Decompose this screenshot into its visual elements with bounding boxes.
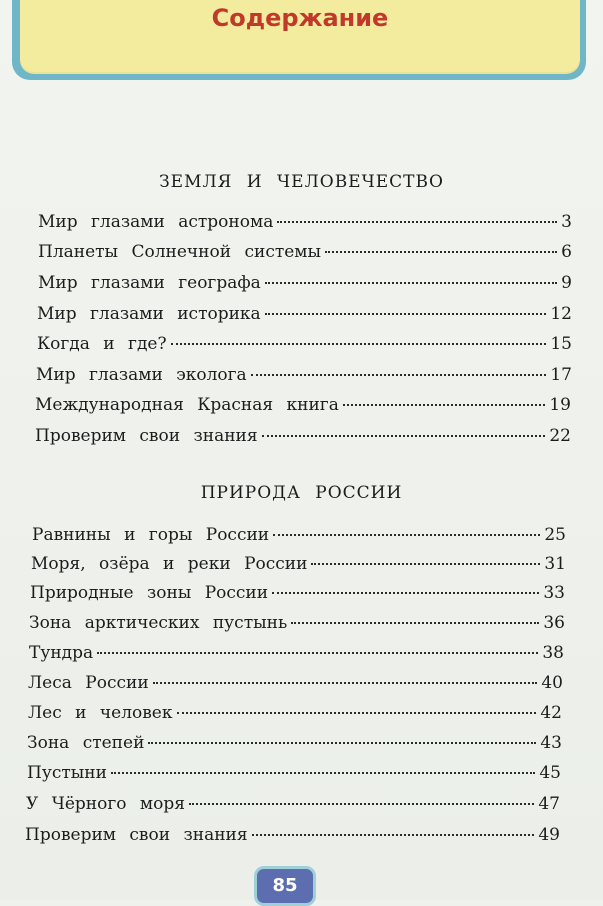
toc-entry-page: 49 [538, 825, 560, 845]
toc-entry[interactable] [38, 273, 572, 303]
toc-entry[interactable] [36, 365, 572, 395]
toc-entry[interactable] [25, 825, 560, 855]
toc-entry-title: У Чёрного моря [26, 794, 185, 814]
leader-dots [262, 435, 546, 437]
toc-entry[interactable] [37, 334, 572, 364]
leader-dots [265, 313, 547, 315]
leader-dots [325, 251, 557, 253]
toc-entry-page: 43 [540, 733, 562, 753]
leader-dots [273, 534, 540, 536]
toc-entry-title: Проверим свои знания [35, 426, 258, 446]
leader-dots [177, 712, 537, 714]
leader-dots [111, 772, 535, 774]
toc-entry[interactable] [32, 525, 566, 555]
toc-entry-title: Мир глазами эколога [36, 365, 247, 385]
toc-entry[interactable] [27, 763, 561, 793]
toc-entry-page: 36 [543, 613, 565, 633]
leader-dots [311, 563, 540, 565]
toc-entry[interactable] [35, 395, 571, 425]
toc-entry-page: 15 [550, 334, 572, 354]
toc-entry-page: 45 [539, 763, 561, 783]
toc-entry-page: 3 [561, 212, 572, 232]
toc-entry-page: 9 [561, 273, 572, 293]
toc-entry[interactable] [38, 212, 572, 242]
toc-entry-title: Планеты Солнечной системы [38, 242, 322, 262]
toc-entry-title: Зона степей [27, 733, 145, 753]
leader-dots [252, 834, 535, 836]
section-title-russia: ПРИРОДА РОССИИ [200, 483, 403, 503]
toc-entry-page: 33 [543, 583, 565, 603]
toc-entry-page: 31 [544, 554, 566, 574]
toc-entry-page: 38 [542, 643, 564, 663]
toc-entry-title: Природные зоны России [30, 583, 269, 603]
toc-entry-title: Равнины и горы России [32, 525, 270, 545]
toc-entry-page: 19 [549, 395, 571, 415]
toc-entry[interactable] [30, 583, 565, 613]
leader-dots [265, 282, 557, 284]
toc-entry[interactable] [27, 733, 562, 763]
section-title-earth: ЗЕМЛЯ И ЧЕЛОВЕЧЕСТВО [159, 172, 444, 192]
toc-entry-page: 47 [538, 794, 560, 814]
toc-entry[interactable] [35, 426, 571, 456]
toc-entry-title: Мир глазами историка [37, 304, 261, 324]
toc-entry-page: 17 [550, 365, 572, 385]
toc-entry[interactable] [37, 304, 572, 334]
header-banner [20, 0, 580, 74]
toc-entry[interactable] [26, 794, 560, 824]
toc-entry[interactable] [29, 643, 564, 673]
toc-entry-title: Мир глазами астронома [38, 212, 274, 232]
toc-entry[interactable] [31, 554, 566, 584]
toc-entry-title: Пустыни [27, 763, 107, 783]
toc-entry-title: Моря, озёра и реки России [31, 554, 308, 574]
toc-entry-title: Когда и где? [37, 334, 167, 354]
toc-entry[interactable] [28, 703, 562, 733]
leader-dots [343, 404, 546, 406]
toc-entry-title: Тундра [29, 643, 94, 663]
leader-dots [291, 622, 539, 624]
toc-entry[interactable] [38, 242, 572, 272]
leader-dots [189, 803, 534, 805]
toc-entry-page: 6 [561, 242, 572, 262]
toc-entry-title: Проверим свои знания [25, 825, 248, 845]
page-title: Содержание [211, 4, 389, 32]
toc-entry-title: Леса России [28, 673, 149, 693]
toc-entry-page: 40 [541, 673, 563, 693]
leader-dots [251, 374, 547, 376]
toc-entry-page: 12 [550, 304, 572, 324]
page-number-badge [254, 866, 316, 906]
toc-entry-page: 25 [544, 525, 566, 545]
leader-dots [97, 652, 538, 654]
leader-dots [153, 682, 538, 684]
toc-entry-title: Мир глазами географа [38, 273, 261, 293]
leader-dots [272, 592, 539, 594]
toc-entry-title: Зона арктических пустынь [29, 613, 288, 633]
leader-dots [277, 221, 557, 223]
page-number: 85 [272, 875, 298, 896]
toc-entry[interactable] [28, 673, 563, 703]
toc-entry-title: Международная Красная книга [35, 395, 339, 415]
toc-entry-title: Лес и человек [28, 703, 173, 723]
leader-dots [148, 742, 536, 744]
toc-entry-page: 22 [549, 426, 571, 446]
toc-entry-page: 42 [540, 703, 562, 723]
toc-entry[interactable] [29, 613, 565, 643]
leader-dots [171, 343, 547, 345]
